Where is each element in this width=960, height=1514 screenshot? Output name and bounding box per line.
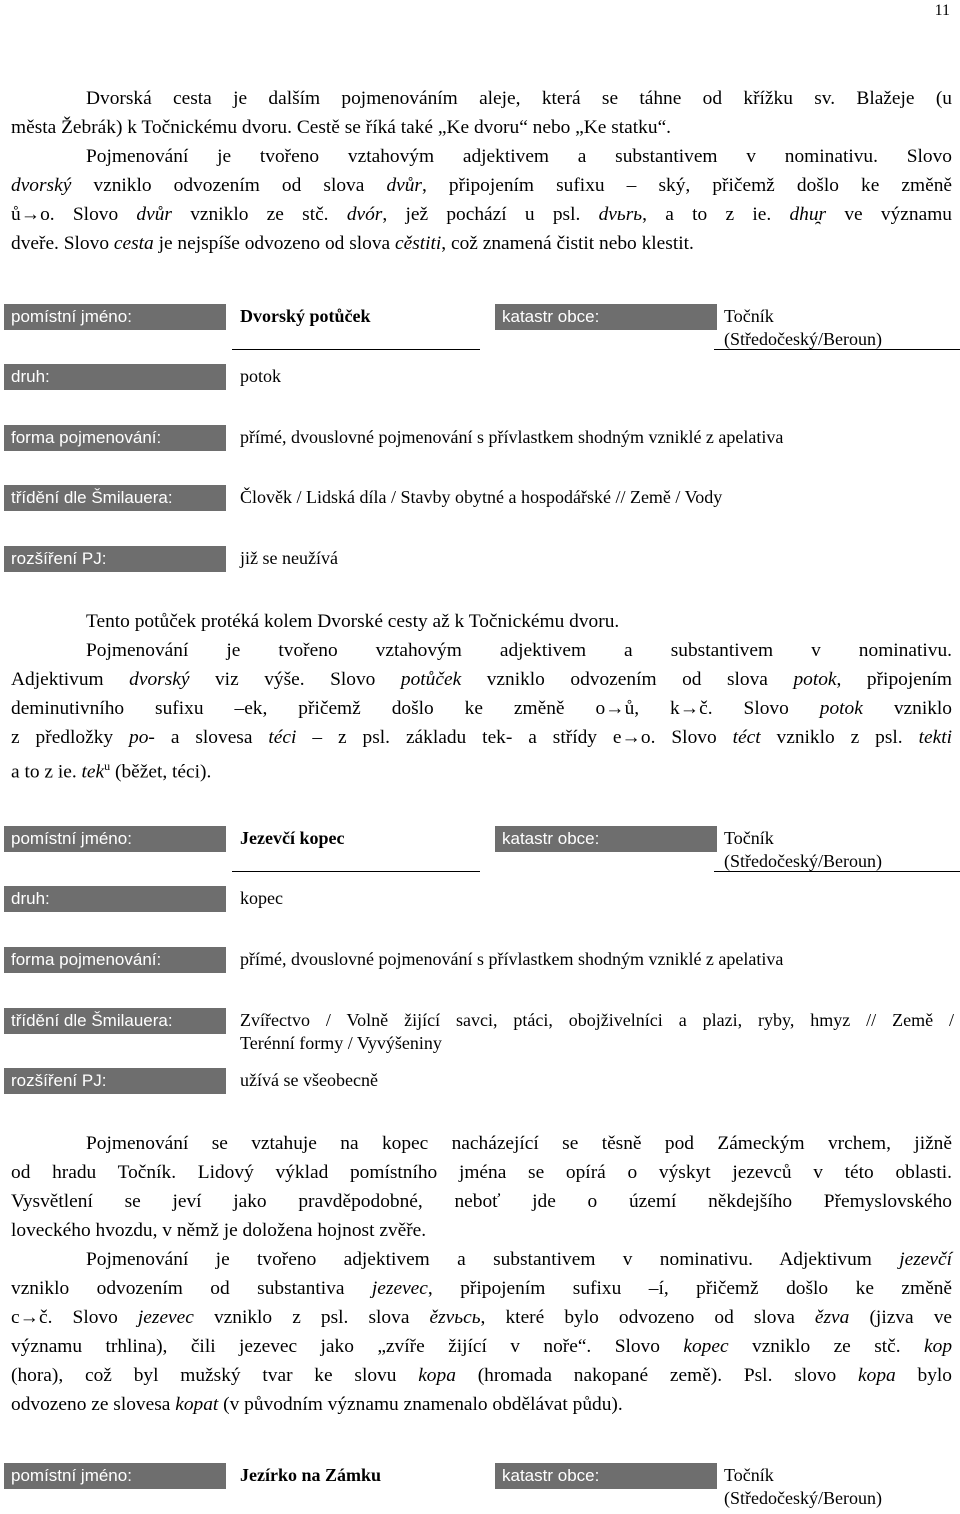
- label-cadastre: katastr obce:: [495, 826, 717, 852]
- record-classification: Člověk / Lidská díla / Stavby obytné a hospodářské // Země / Vody: [240, 487, 723, 507]
- record-cadastre: Točník (Středočeský/Beroun): [724, 306, 882, 349]
- label-extent: rozšíření PJ:: [4, 546, 226, 572]
- divider: [714, 871, 960, 872]
- label-form: forma pojmenování:: [4, 425, 226, 451]
- label-form: forma pojmenování:: [4, 947, 226, 973]
- divider: [232, 349, 480, 350]
- record-form: přímé, dvouslovné pojmenování s přívlastkem shodným vzniklé z apelativa: [240, 427, 784, 447]
- label-name: pomístní jméno:: [4, 1463, 226, 1489]
- page-number: 11: [934, 2, 950, 19]
- label-name: pomístní jméno:: [4, 304, 226, 330]
- record-cadastre: Točník (Středočeský/Beroun): [724, 1465, 882, 1508]
- label-classification: třídění dle Šmilauera:: [4, 1008, 226, 1034]
- label-extent: rozšíření PJ:: [4, 1068, 226, 1094]
- record-kind: potok: [240, 366, 282, 386]
- paragraph-dvorsky-potucek: Tento potůček protéká kolem Dvorské cesty až k Točnickému dvoru. Pojmenování je tvořeno vztahovým adjektivem a substantivem v nominativu. Adjektivum dvorský viz výše. Slovo potůček vzniklo odvozením od slova potok, připojením deminutivního sufixu –ek, přičemž došlo ke změně o→ů, k→č. Slovo potok vzniklo z předložky po- a slovesa téci – z psl. základu tek- a střídy e→o. Slovo téct vzniklo z psl. tekti a to z ie. tek$^u$ (běžet, téci).: [11, 611, 952, 783]
- record-classification: Zvířectvo / Volně žijící savci, ptáci, obojživelníci a plazi, ryby, hmyz // Země / Terénní formy / Vyvýšeniny: [240, 1010, 954, 1053]
- record-name: Jezírko na Zámku: [240, 1465, 382, 1485]
- label-name: pomístní jméno:: [4, 826, 226, 852]
- record-kind: kopec: [240, 888, 283, 908]
- record-extent: užívá se všeobecně: [240, 1070, 378, 1090]
- label-cadastre: katastr obce:: [495, 304, 717, 330]
- label-kind: druh:: [4, 364, 226, 390]
- label-kind: druh:: [4, 886, 226, 912]
- record-name: Dvorský potůček: [240, 306, 371, 326]
- paragraph-jezevci-kopec: Pojmenování se vztahuje na kopec nacházející se těsně pod Zámeckým vrchem, jižně od hradu Točník. Lidový výklad pomístního jména se opírá o výskyt jezevců v této oblasti. Vysvětlení se jeví jako pravděpodobné, neboť jde o území někdejšího Přemyslovského loveckého hvozdu, v němž je doložena hojnost zvěře. Pojmenování je tvořeno adjektivem a substantivem v nominativu. Adjektivum jezevčí vzniklo odvozením od substantiva jezevec, připojením sufixu –í, přičemž došlo ke změně c→č. Slovo jezevec vzniklo z psl. slova ězvьcь, které bylo odvozeno od slova ězva (jizva ve významu trhlina), čili jezevec jako „zvíře žijící v noře“. Slovo kopec vzniklo ze stč. kop (hora), což byl mužský tvar ke slovu kopa (hromada nakopané země). Psl. slovo kopa bylo odvozeno ze slovesa kopat (v původním významu znamenalo obdělávat půdu).: [11, 1133, 953, 1415]
- paragraph-dvorska-cesta: Dvorská cesta je dalším pojmenováním aleje, která se táhne od křížku sv. Blažeje (u města Žebrák) k Točnickému dvoru. Cestě se říká také „Ke dvoru“ nebo „Ke statku“. Pojmenování je tvořeno vztahovým adjektivem a substantivem v nominativu. Slovo dvorský vzniklo odvozením od slova dvůr, připojením sufixu – ský, přičemž došlo ke změně ů→o. Slovo dvůr vzniklo ze stč. dvór, jež pochází u psl. dvьrь, a to z ie. dhu̯r ve významu dveře. Slovo cesta je nejspíše odvozeno od slova cěstiti, což znamená čistit nebo klestit.: [11, 88, 952, 254]
- record-name: Jezevčí kopec: [240, 828, 345, 848]
- record-form: přímé, dvouslovné pojmenování s přívlastkem shodným vzniklé z apelativa: [240, 949, 784, 969]
- divider: [714, 349, 960, 350]
- record-cadastre: Točník (Středočeský/Beroun): [724, 828, 882, 871]
- divider: [232, 871, 480, 872]
- label-cadastre: katastr obce:: [495, 1463, 717, 1489]
- record-extent: již se neužívá: [240, 548, 338, 568]
- label-classification: třídění dle Šmilauera:: [4, 485, 226, 511]
